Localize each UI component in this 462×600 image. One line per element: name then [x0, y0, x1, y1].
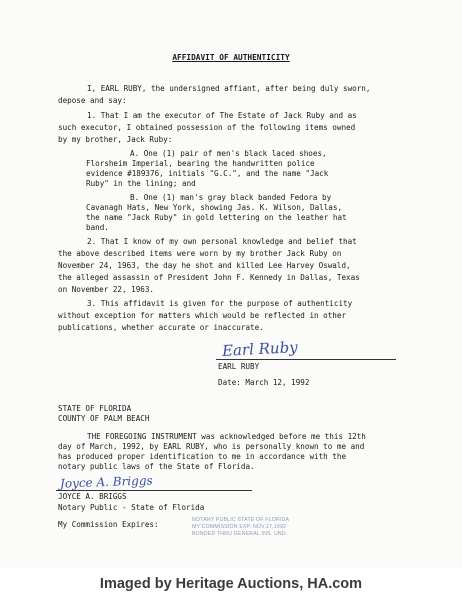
- affiant-signature: Earl Ruby: [221, 338, 299, 360]
- notary-acknowledgement-line: notary public laws of the State of Florida.: [58, 462, 255, 471]
- paragraph-3-line: publications, whether accurate or inaccurate.: [58, 323, 264, 332]
- paragraph-2-line: on November 22, 1963.: [58, 285, 155, 294]
- paragraph-3-line: without exception for matters which would be reflected in other: [58, 311, 347, 320]
- document-title: AFFIDAVIT OF AUTHENTICITY: [172, 53, 290, 62]
- paragraph-1-line: by my brother, Jack Ruby:: [58, 135, 173, 144]
- signing-date: Date: March 12, 1992: [218, 378, 310, 387]
- footer-text: Imaged by Heritage Auctions, HA.com: [99, 576, 363, 592]
- item-b-line: B. One (1) man's gray black banded Fedora by: [130, 193, 332, 202]
- notary-acknowledgement-line: THE FOREGOING INSTRUMENT was acknowledged before me this 12th: [87, 432, 366, 441]
- item-a-line: A. One (1) pair of men's black laced shoes,: [130, 149, 327, 158]
- item-a-line: Florsheim Imperial, bearing the handwritten police: [86, 159, 315, 168]
- paragraph-3-line: 3. This affidavit is given for the purpose of authenticity: [87, 299, 353, 308]
- notary-acknowledgement-line: has produced proper identification to me in accordance with the: [58, 452, 347, 461]
- notary-stamp-line: BONDED THRU GENERAL INS. UND.: [192, 531, 288, 537]
- paragraph-1-line: 1. That I am the executor of The Estate of Jack Ruby and as: [87, 111, 357, 120]
- item-a-line: Ruby" in the lining; and: [86, 179, 196, 188]
- item-b-line: the name "Jack Ruby" in gold lettering on the leather hat: [86, 213, 347, 222]
- intro-line: depose and say:: [58, 96, 127, 105]
- watermark-footer: [0, 568, 462, 600]
- paragraph-2-line: the above described items were worn by my brother Jack Ruby on: [58, 249, 342, 258]
- intro-line: I, EARL RUBY, the undersigned affiant, after being duly sworn,: [87, 84, 371, 93]
- paragraph-1-line: such executor, I obtained possession of the following items owned: [58, 123, 356, 132]
- state-heading: STATE OF FLORIDA: [58, 404, 132, 413]
- paragraph-2-line: November 24, 1963, the day he shot and killed Lee Harvey Oswald,: [58, 261, 351, 270]
- affiant-name: EARL RUBY: [218, 362, 260, 371]
- notary-stamp-line: NOTARY PUBLIC STATE OF FLORIDA: [192, 517, 290, 523]
- notary-title: Notary Public - State of Florida: [58, 503, 205, 512]
- county-heading: COUNTY OF PALM BEACH: [58, 414, 150, 423]
- notary-stamp-line: MY COMMISSION EXP. NOV.17,1992: [192, 524, 287, 530]
- paragraph-2-line: the alleged assassin of President John F. Kennedy in Dallas, Texas: [58, 273, 360, 282]
- affiant-signature-line: [216, 359, 396, 360]
- item-a-line: evidence #189376, initials "G.C.", and the name "Jack: [86, 169, 329, 178]
- notary-acknowledgement-line: day of March, 1992, by EARL RUBY, who is personally known to me and: [58, 442, 365, 451]
- notary-name: JOYCE A. BRIGGS: [58, 492, 127, 501]
- paragraph-2-line: 2. That I know of my own personal knowledge and belief that: [87, 237, 357, 246]
- item-b-line: band.: [86, 223, 109, 232]
- item-b-line: Cavanagh Hats, New York, showing Jas. K. Wilson, Dallas,: [86, 203, 343, 212]
- notary-signature-line: [56, 490, 252, 491]
- commission-expires-label: My Commission Expires:: [58, 520, 159, 529]
- notary-signature: Joyce A. Briggs: [59, 473, 153, 491]
